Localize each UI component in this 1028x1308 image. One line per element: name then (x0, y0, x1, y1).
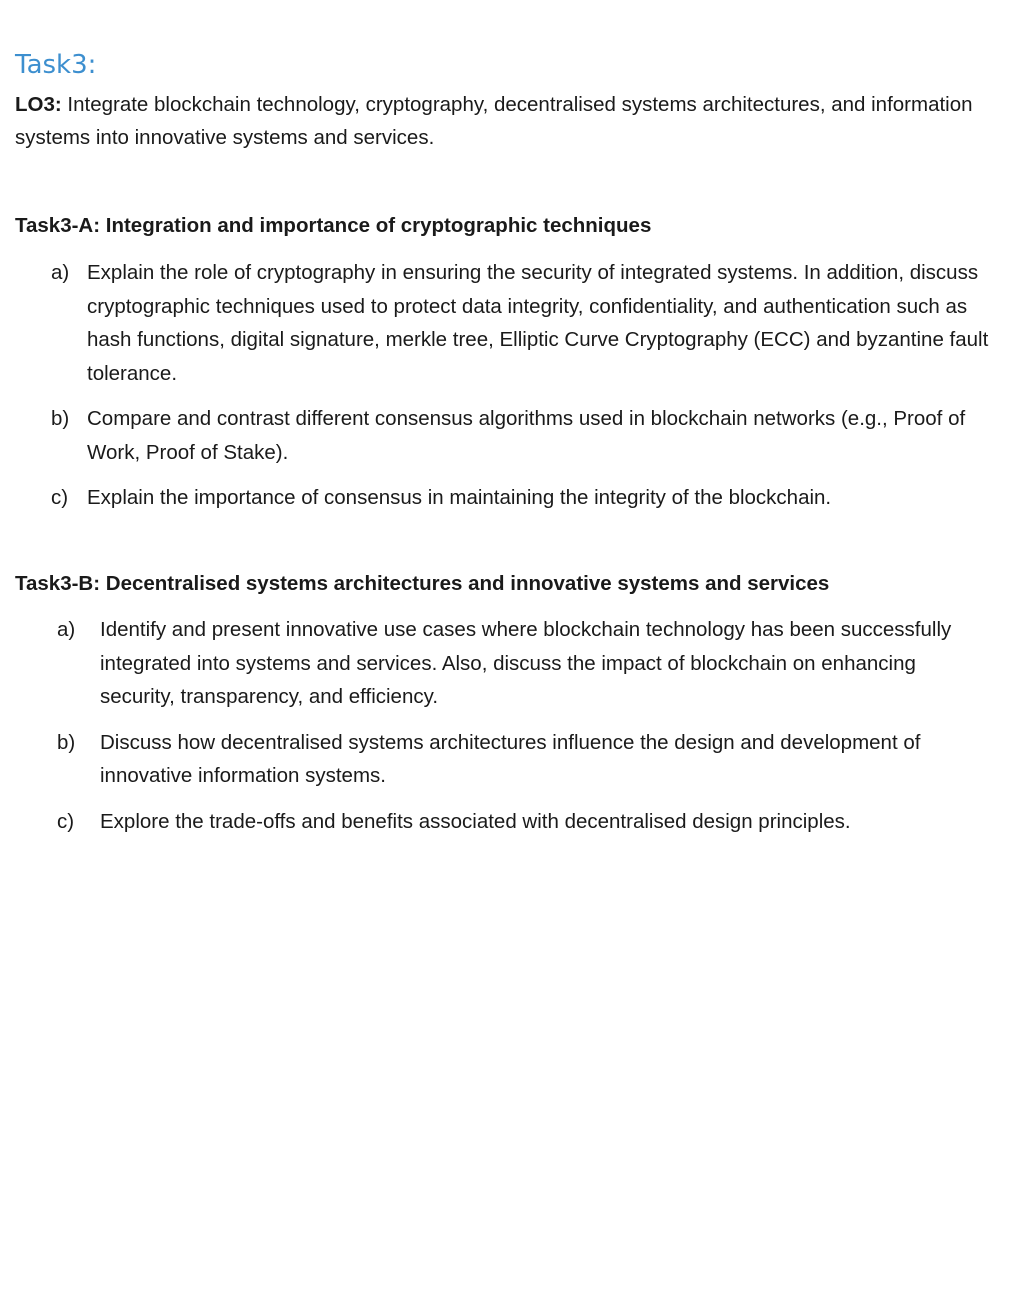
list-item-text: Compare and contrast different consensus algorithms used in blockchain networks (e.g., Proof of Work, Proof of Stake). (87, 407, 966, 464)
learning-outcome (15, 88, 1005, 154)
section-heading-task3a: Task3-A: Integration and importance of cryptographic techniques (15, 214, 652, 237)
list-item (51, 256, 992, 390)
list-item-text: Explain the importance of consensus in maintaining the integrity of the blockchain. (87, 486, 832, 509)
list-item-marker: c) (57, 809, 75, 833)
learning-outcome-text: Integrate blockchain technology, cryptography, decentralised systems architectures, and information systems into innovative systems and services. (15, 93, 973, 149)
list-item-text: Explain the role of cryptography in ensuring the security of integrated systems. In addition, discuss cryptographic techniques used to protect data integrity, confidentiality, and authentication such as hash functions, digital signature, merkle tree, Elliptic Curve Cryptography (ECC) and byzantine fault tolerance. (87, 261, 989, 385)
task3b-list (57, 613, 980, 838)
list-item (57, 726, 980, 793)
list-item (57, 805, 980, 839)
list-item (51, 481, 992, 515)
list-item (51, 402, 992, 469)
list-item-marker: b) (51, 407, 70, 430)
list-item-text: Identify and present innovative use cases where blockchain technology has been successfully integrated into systems and services. Also, discuss the impact of blockchain on enhancing security, transparency, and efficiency. (100, 618, 952, 708)
list-item-marker: b) (57, 730, 76, 754)
learning-outcome-label: LO3: (15, 93, 62, 116)
list-item (57, 613, 980, 714)
list-item-marker: a) (57, 618, 76, 641)
task-title: Task3: (15, 50, 97, 80)
list-item-text: Explore the trade-offs and benefits associated with decentralised design principles. (100, 809, 851, 833)
list-item-text: Discuss how decentralised systems architectures influence the design and development of innovative information systems. (100, 730, 921, 787)
task3a-list (51, 256, 992, 515)
section-heading-task3b: Task3-B: Decentralised systems architectures and innovative systems and services (15, 572, 830, 595)
list-item-marker: a) (51, 261, 70, 284)
list-item-marker: c) (51, 486, 69, 509)
